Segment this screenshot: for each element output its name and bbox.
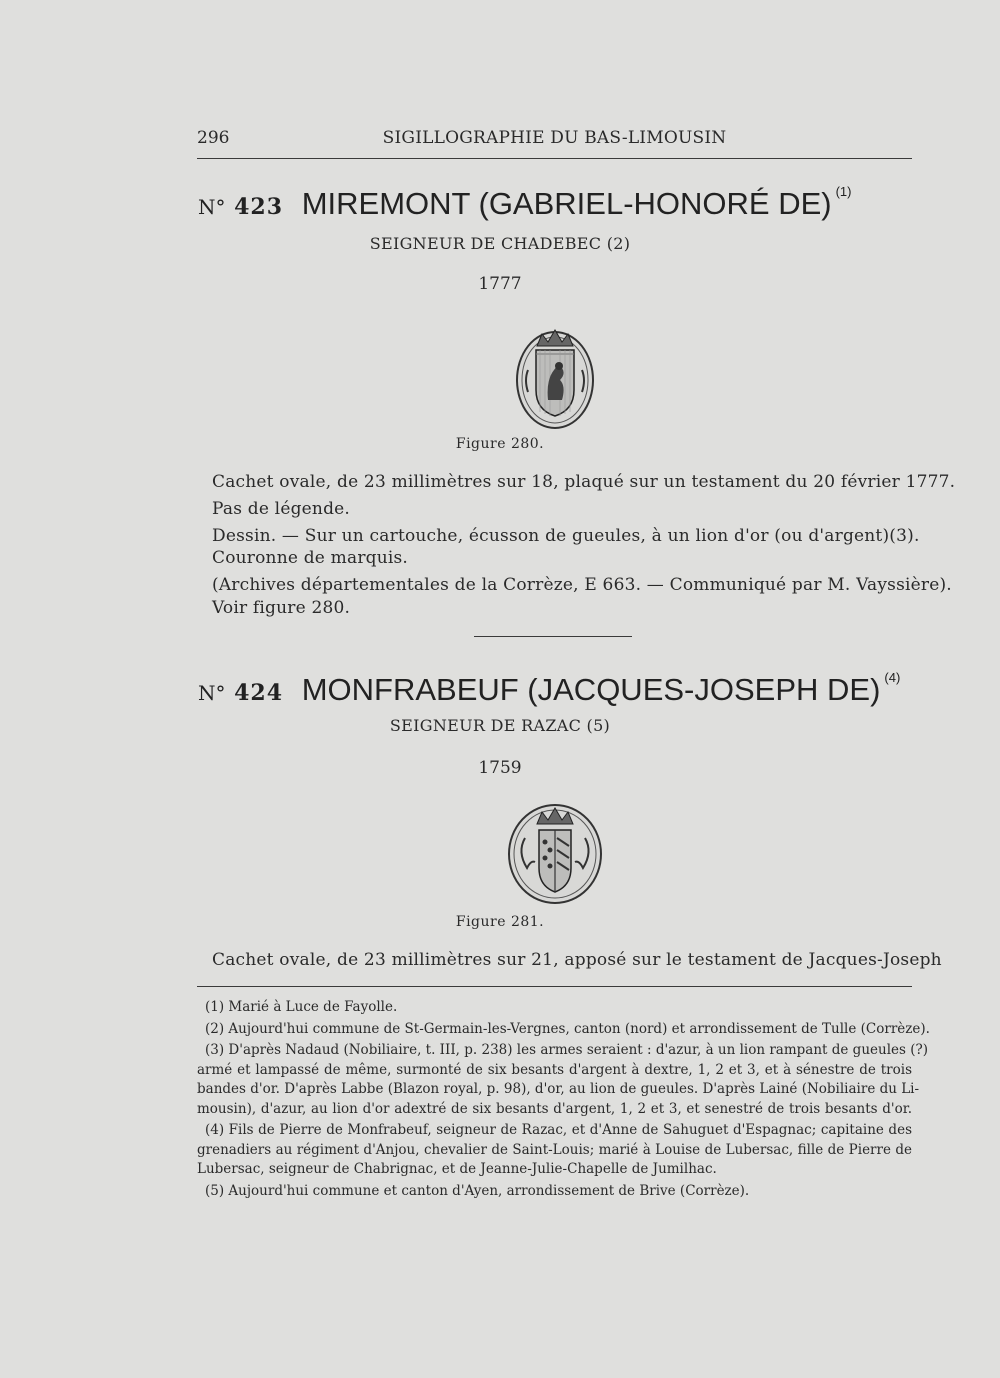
running-title: SIGILLOGRAPHIE DU BAS-LIMOUSIN — [382, 128, 727, 148]
entry-423-line-2: Pas de légende. — [212, 499, 351, 519]
footnote-5: (5) Aujourd'hui commune et canton d'Ayen, arrondissement de Brive (Corrèze). — [205, 1182, 750, 1199]
footnote-3-line-2: armé et lampassé de même, surmonté de six besants d'argent à dextre, 1, 2 et 3, et à sénestre de trois — [197, 1061, 912, 1078]
entry-423-line-4: Couronne de marquis. — [212, 548, 409, 568]
entry-423-heading — [198, 184, 851, 222]
footnote-2: (2) Aujourd'hui commune de St-Germain-les-Vergnes, canton (nord) et arrondissement de Tulle (Corrèze). — [205, 1020, 930, 1037]
page-number: 296 — [197, 128, 230, 148]
seal-figure-281 — [505, 802, 605, 906]
figure-280-caption: Figure 280. — [455, 436, 545, 452]
footnote-4-line-3: Lubersac, seigneur de Chabrignac, et de Jeanne-Julie-Chapelle de Jumilhac. — [197, 1161, 717, 1177]
entry-424-subtitle: SEIGNEUR DE RAZAC (5) — [389, 716, 611, 735]
footnote-4-line-2: grenadiers au régiment d'Anjou, chevalier de Saint-Louis; marié à Louise de Lubersac, fille de Pierre de — [197, 1141, 912, 1158]
entry-name: MONFRABEUF (JACQUES-JOSEPH DE) — [301, 672, 881, 707]
entry-423-line-6: Voir figure 280. — [212, 598, 351, 618]
entry-423-line-1: Cachet ovale, de 23 millimètres sur 18, plaqué sur un testament du 20 février 1777. — [212, 472, 956, 492]
seal-figure-280 — [510, 320, 600, 432]
entry-number-prefix: N° — [198, 681, 226, 705]
section-divider — [474, 636, 632, 637]
entry-423-year: 1777 — [478, 274, 522, 294]
entry-name: MIREMONT (GABRIEL-HONORÉ DE) — [301, 186, 832, 221]
footnote-4-line-1: (4) Fils de Pierre de Monfrabeuf, seigneur de Razac, et d'Anne de Sahuguet d'Espagnac; capitaine des — [205, 1122, 912, 1138]
entry-423-line-3: Dessin. — Sur un cartouche, écusson de gueules, à un lion d'or (ou d'argent)(3). — [212, 526, 920, 546]
footnote-ref: (1) — [835, 184, 852, 199]
footnote-1: (1) Marié à Luce de Fayolle. — [205, 999, 398, 1015]
footnote-ref: (4) — [884, 670, 901, 685]
footnote-3-line-3: bandes d'or. D'après Labbe (Blazon royal, p. 98), d'or, au lion de gueules. D'après Lainé (Nobiliaire du Li- — [197, 1081, 920, 1097]
footnote-3-line-1: (3) D'après Nadaud (Nobiliaire, t. III, p. 238) les armes seraient : d'azur, à un lion rampant de gueules (?) — [205, 1042, 929, 1058]
figure-281-caption: Figure 281. — [455, 914, 545, 930]
entry-424-line-1: Cachet ovale, de 23 millimètres sur 21, apposé sur le testament de Jacques-Joseph — [212, 950, 942, 970]
footnote-rule — [197, 986, 912, 987]
entry-423-subtitle: SEIGNEUR DE CHADEBEC (2) — [369, 234, 631, 253]
entry-423-line-5: (Archives départementales de la Corrèze, E 663. — Communiqué par M. Vayssière). — [212, 575, 952, 595]
entry-424-year: 1759 — [478, 758, 522, 778]
entry-424-heading — [198, 670, 900, 708]
header-rule — [197, 158, 912, 159]
footnotes — [197, 998, 930, 1201]
entry-number-prefix: N° — [198, 195, 226, 219]
entry-number: 424 — [234, 680, 284, 706]
footnote-3-line-4: mousin), d'azur, au lion d'or adextré de six besants d'argent, 1, 2 et 3, et senestré de trois besants d'or. — [197, 1100, 912, 1117]
entry-number: 423 — [234, 194, 284, 220]
